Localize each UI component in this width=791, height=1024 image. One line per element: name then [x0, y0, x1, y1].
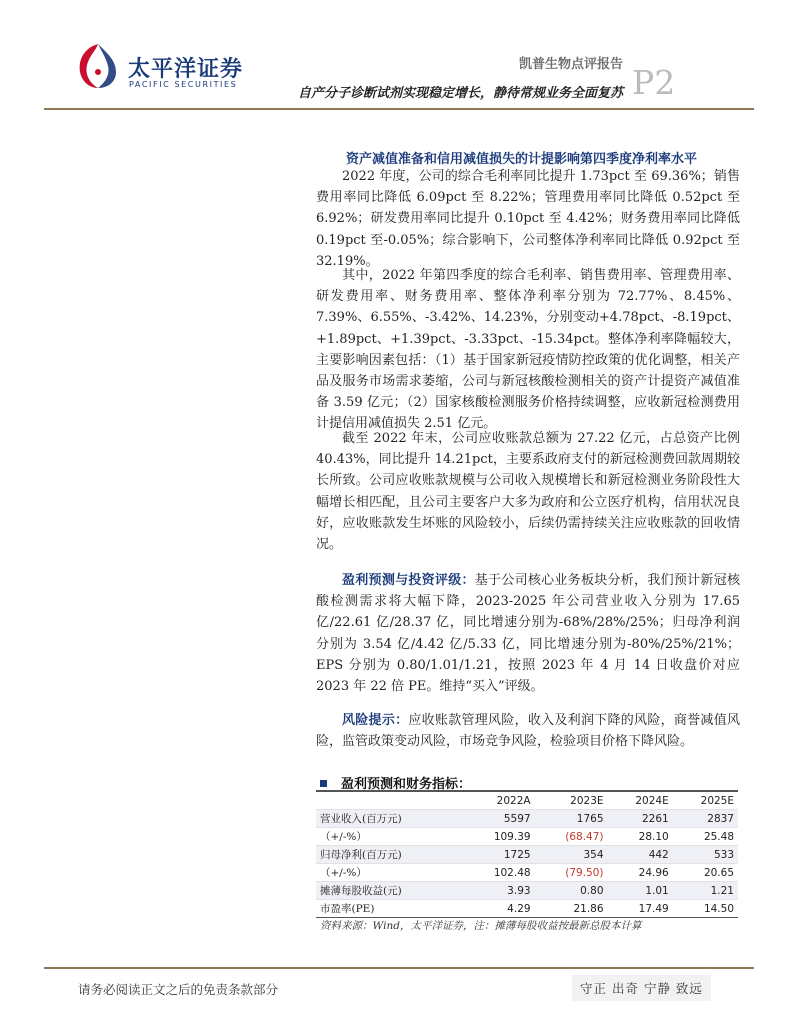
- source-note: 资料来源：Wind，太平洋证券，注：摊薄每股收益按最新总股本计算: [320, 920, 642, 932]
- table-cell: 21.86: [535, 900, 608, 918]
- table-cell: 1765: [535, 810, 608, 828]
- table-cell: 2261: [608, 810, 673, 828]
- row-label: 市盈率(PE): [316, 900, 464, 918]
- table-header-cell: 2022A: [464, 792, 535, 810]
- table-cell: 14.50: [673, 900, 738, 918]
- brand-name-cn: 太平洋证券: [128, 57, 244, 82]
- table-cell: 1.01: [608, 882, 673, 900]
- table-cell: 3.93: [464, 882, 535, 900]
- table-cell: 0.80: [535, 882, 608, 900]
- footer-divider: [44, 967, 754, 969]
- table-header-cell: 2025E: [673, 792, 738, 810]
- brand-name-en: PACIFIC SECURITIES: [129, 80, 238, 89]
- table-cell: (79.50): [535, 864, 608, 882]
- table-row: [316, 810, 738, 828]
- table-title-text: 盈利预测和财务指标：: [341, 777, 472, 792]
- table-row: [316, 900, 738, 918]
- row-label: 营业收入(百万元): [316, 810, 464, 828]
- row-label: 摊薄每股收益(元): [316, 882, 464, 900]
- forecast-text: 基于公司核心业务板块分析，我们预计新冠核酸检测需求将大幅下降，2023-2025 年公司营业收入分别为 17.65 亿/22.61 亿/28.37 亿，同比增速分别为-68%/28%/25%；归母净利润分别为 3.54 亿/4.42 亿/5.33 亿，同比增速分别为-80%/25%/21%；EPS 分别为 0.80/1.01/1.21，按照 2023 年 4 月 14 日收盘价对应 2023 年 22 倍 PE。维持“买入”评级。: [316, 573, 740, 695]
- table-cell: 4.29: [464, 900, 535, 918]
- table-cell: 354: [535, 846, 608, 864]
- section-heading: 资产减值准备和信用减值损失的计提影响第四季度净利率水平: [346, 152, 698, 167]
- table-cell: 5597: [464, 810, 535, 828]
- table-header-cell: [316, 792, 464, 810]
- row-label: （+/-%）: [316, 864, 464, 882]
- table-cell: 25.48: [673, 828, 738, 846]
- table-row: [316, 828, 738, 846]
- table-header-cell: 2024E: [608, 792, 673, 810]
- pacific-securities-logo: [76, 42, 120, 90]
- table-cell: 102.48: [464, 864, 535, 882]
- forecast-label: 盈利预测与投资评级：: [342, 573, 475, 588]
- table-row: [316, 846, 738, 864]
- header-divider: [44, 108, 754, 110]
- paragraph-q4: 其中，2022 年第四季度的综合毛利率、销售费用率、管理费用率、研发费用率、财务费用率、整体净利率分别为 72.77%、8.45%、7.39%、6.55%、-3.42%、14.23%，分别变动+4.78pct、-8.19pct、+1.89pct、+1.39pct、-3.33pct、-15.34pct。整体净利率降幅较大，主要影响因素包括：（1）基于国家新冠疫情防控政策的优化调整，相关产品及服务市场需求萎缩，公司与新冠核酸检测相关的资产计提资产减值准备 3.59 亿元；（2）国家核酸检测服务价格持续调整，应收新冠检测费用计提信用减值损失 2.51 亿元。: [316, 268, 740, 432]
- risk-label: 风险提示：: [342, 713, 409, 728]
- table-header-row: [316, 792, 738, 810]
- table-cell: 28.10: [608, 828, 673, 846]
- table-row: [316, 882, 738, 900]
- table-row: [316, 864, 738, 882]
- disclaimer-text: 请务必阅读正文之后的免责条款部分: [78, 982, 279, 997]
- risk-paragraph: [316, 710, 740, 752]
- paragraph-receivables: 截至 2022 年末，公司应收账款总额为 27.22 亿元，占总资产比例 40.43%，同比提升 14.21pct，主要系政府支付的新冠检测费回款周期较长所致。公司应收账款规模与公司收入规模增长和新冠检测业务阶段性大幅增长相匹配，且公司主要客户大多为政府和公立医疗机构，信用状况良好，应收账款发生坏账的风险较小，后续仍需持续关注应收账款的回收情况。: [316, 431, 740, 553]
- row-label: （+/-%）: [316, 828, 464, 846]
- forecast-paragraph: [316, 570, 740, 697]
- financial-forecast-table: [316, 792, 738, 918]
- company-slogan: 守正 出奇 宁静 致远: [572, 975, 711, 1001]
- row-label: 归母净利(百万元): [316, 846, 464, 864]
- table-cell: 442: [608, 846, 673, 864]
- paragraph-margins: 2022 年度，公司的综合毛利率同比提升 1.73pct 至 69.36%；销售费用率同比降低 6.09pct 至 8.22%；管理费用率同比降低 0.52pct 至 6.92%；研发费用率同比提升 0.10pct 至 4.42%；财务费用率同比降低 0.19pct 至-0.05%；综合影响下，公司整体净利率同比降低 0.92pct 至 32.19%。: [316, 169, 740, 269]
- table-cell: 24.96: [608, 864, 673, 882]
- report-title: 自产分子诊断试剂实现稳定增长，静待常规业务全面复苏: [297, 86, 623, 101]
- report-type: 凯普生物点评报告: [518, 57, 623, 72]
- table-cell: 109.39: [464, 828, 535, 846]
- risk-text: 应收账款管理风险，收入及利润下降的风险，商誉减值风险，监管政策变动风险，市场竞争风险，检验项目价格下降风险。: [316, 713, 740, 750]
- page-number: P2: [632, 63, 676, 102]
- table-cell: 1.21: [673, 882, 738, 900]
- table-cell: 17.49: [608, 900, 673, 918]
- table-cell: 2837: [673, 810, 738, 828]
- table-cell: (68.47): [535, 828, 608, 846]
- table-header-cell: 2023E: [535, 792, 608, 810]
- square-bullet-icon: [320, 780, 327, 787]
- table-cell: 1725: [464, 846, 535, 864]
- table-cell: 533: [673, 846, 738, 864]
- table-cell: 20.65: [673, 864, 738, 882]
